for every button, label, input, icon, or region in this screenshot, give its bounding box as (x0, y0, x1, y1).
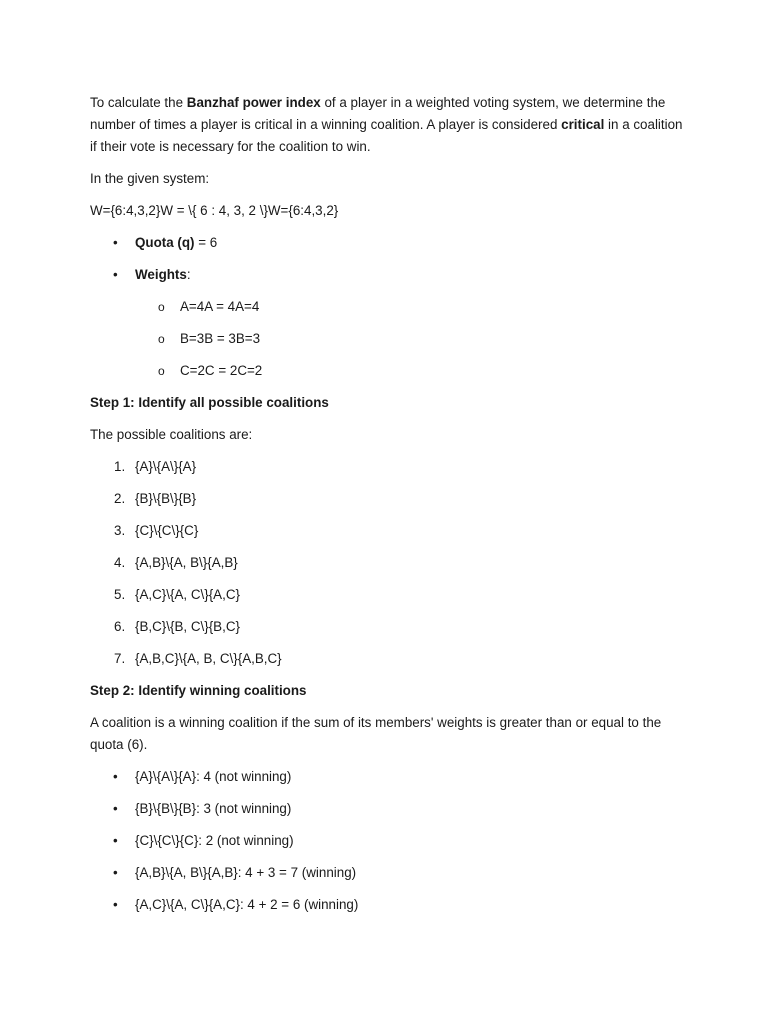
list-item: • {C}\{C\}{C}: 2 (not winning) (90, 830, 690, 852)
item-text: {B,C}\{B, C\}{B,C} (135, 619, 240, 634)
item-text: {A,B}\{A, B\}{A,B} (135, 555, 238, 570)
list-item-weights (90, 264, 690, 286)
item-text: {A,B,C}\{A, B, C\}{A,B,C} (135, 651, 282, 666)
document-body (90, 92, 690, 926)
list-item (90, 488, 690, 510)
item-text: {B}\{B\}{B} (135, 491, 197, 506)
list-item (90, 648, 690, 670)
list-item (90, 616, 690, 638)
system-definition: W={6:4,3,2}W = \{ 6 : 4, 3, 2 \}W={6:4,3,2} (90, 203, 339, 218)
term-banzhaf: Banzhaf power index (186, 95, 321, 110)
item-text: {C}\{C\}{C} (135, 523, 199, 538)
item-number: 4. (114, 555, 126, 570)
item-number: 6. (114, 619, 126, 634)
coalitions-list (90, 456, 690, 670)
intro-text-1: To calculate the (90, 95, 187, 110)
given-system-text: In the given system: (90, 171, 210, 186)
intro-text-3: in a coalition if their vote is necessary for the coalition to win. (90, 117, 683, 154)
list-item: o B=3B = 3B=3 (90, 328, 690, 350)
winning-coalitions-list (90, 766, 690, 916)
step1-intro: The possible coalitions are: (90, 427, 253, 442)
list-item (90, 584, 690, 606)
list-item: • {A}\{A\}{A}: 4 (not winning) (90, 766, 690, 788)
list-item: o A=4A = 4A=4 (90, 296, 690, 318)
list-item: • {A,B}\{A, B\}{A,B}: 4 + 3 = 7 (winning) (90, 862, 690, 884)
step1-heading: Step 1: Identify all possible coalitions (90, 395, 329, 410)
item-text: {A}\{A\}{A} (135, 459, 197, 474)
item-number: 2. (114, 491, 126, 506)
system-parameters-list (90, 232, 690, 286)
list-item (90, 552, 690, 574)
list-item (90, 456, 690, 478)
weights-colon: : (186, 267, 191, 282)
step2-heading: Step 2: Identify winning coalitions (90, 683, 307, 698)
list-item (90, 520, 690, 542)
step2-intro: A coalition is a winning coalition if the sum of its members' weights is greater than or equal to the quota (6). (90, 715, 662, 752)
intro-paragraph (90, 92, 690, 158)
item-number: 7. (114, 651, 126, 666)
quota-value: = 6 (194, 235, 218, 250)
item-text: {A,C}\{A, C\}{A,C} (135, 587, 240, 602)
list-item: o C=2C = 2C=2 (90, 360, 690, 382)
intro-text-2: of a player in a weighted voting system, we determine the number of times a player is critical in a winning coalition. A player is considered (90, 95, 666, 132)
term-critical: critical (561, 117, 605, 132)
item-number: 5. (114, 587, 126, 602)
weights-list (90, 296, 690, 382)
item-number: 3. (114, 523, 126, 538)
quota-label: Quota (q) (135, 235, 195, 250)
list-item-quota (90, 232, 690, 254)
list-item: • {A,C}\{A, C\}{A,C}: 4 + 2 = 6 (winning) (90, 894, 690, 916)
list-item: • {B}\{B\}{B}: 3 (not winning) (90, 798, 690, 820)
weights-label: Weights (135, 267, 187, 282)
item-number: 1. (114, 459, 126, 474)
